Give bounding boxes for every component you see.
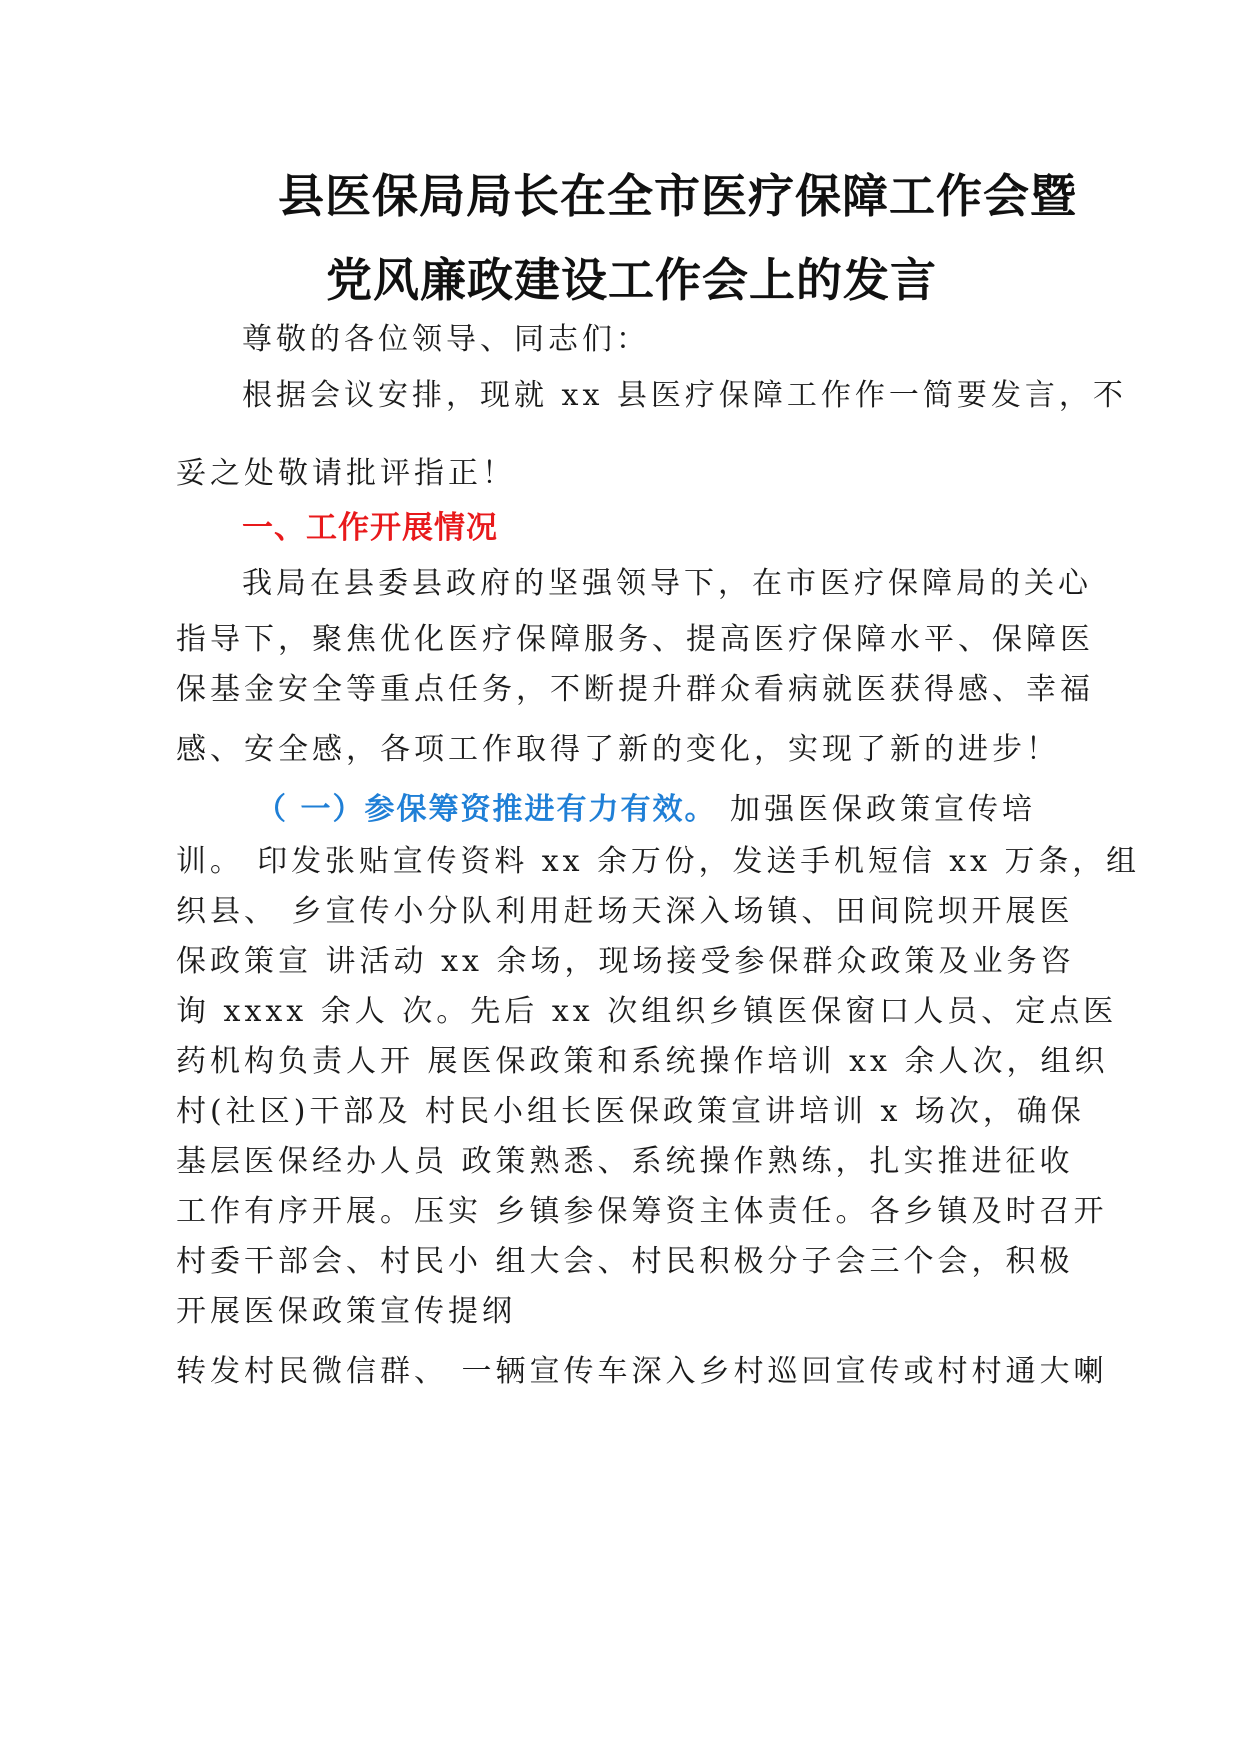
subsection-first-line — [256, 784, 1036, 828]
document-title-line-1: 县医保局局长在全市医疗保障工作会暨 — [278, 169, 1077, 223]
subsection-heading-enrollment: （ 一）参保筹资推进有力有效。 — [256, 792, 717, 827]
subsection-line: 保政策宣 讲活动 xx 余场，现场接受参保群众政策及业务咨 — [176, 944, 1075, 979]
section-paragraph-line: 感、安全感，各项工作取得了新的变化，实现了新的进步！ — [176, 732, 1060, 767]
subsection-line: 训。 印发张贴宣传资料 xx 余万份，发送手机短信 xx 万条，组 — [176, 844, 1140, 879]
document-title-line-2: 党风廉政建设工作会上的发言 — [326, 253, 937, 307]
section-paragraph-line: 我局在县委县政府的坚强领导下，在市医疗保障局的关心 — [242, 566, 1092, 601]
greeting: 尊敬的各位领导、同志们： — [242, 322, 650, 357]
subsection-line: 开展医保政策宣传提纲 — [176, 1294, 516, 1329]
subsection-line: 药机构负责人开 展医保政策和系统操作培训 xx 余人次，组织 — [176, 1044, 1109, 1079]
section-heading-work-progress: 一、工作开展情况 — [242, 510, 498, 546]
subsection-line: 转发村民微信群、 一辆宣传车深入乡村巡回宣传或村村通大喇 — [176, 1354, 1108, 1389]
section-paragraph-line: 指导下，聚焦优化医疗保障服务、提高医疗保障水平、保障医 — [176, 622, 1094, 657]
subsection-line: 工作有序开展。压实 乡镇参保筹资主体责任。各乡镇及时召开 — [176, 1194, 1108, 1229]
subsection-line: 基层医保经办人员 政策熟悉、系统操作熟练，扎实推进征收 — [176, 1144, 1074, 1179]
subsection-line: 村委干部会、村民小 组大会、村民积极分子会三个会，积极 — [176, 1244, 1074, 1279]
subsection-line: 织县、 乡宣传小分队利用赶场天深入场镇、田间院坝开展医 — [176, 894, 1074, 929]
subsection-line: 询 xxxx 余人 次。先后 xx 次组织乡镇医保窗口人员、定点医 — [176, 994, 1118, 1029]
intro-line-2: 妥之处敬请批评指正！ — [176, 456, 516, 491]
subsection-first-line-text: 加强医保政策宣传培 — [716, 792, 1036, 827]
section-paragraph-line: 保基金安全等重点任务，不断提升群众看病就医获得感、幸福 — [176, 672, 1094, 707]
subsection-line: 村(社区)干部及 村民小组长医保政策宣讲培训 x 场次，确保 — [176, 1094, 1085, 1129]
intro-line-1: 根据会议安排，现就 xx 县医疗保障工作作一简要发言，不 — [242, 378, 1127, 413]
